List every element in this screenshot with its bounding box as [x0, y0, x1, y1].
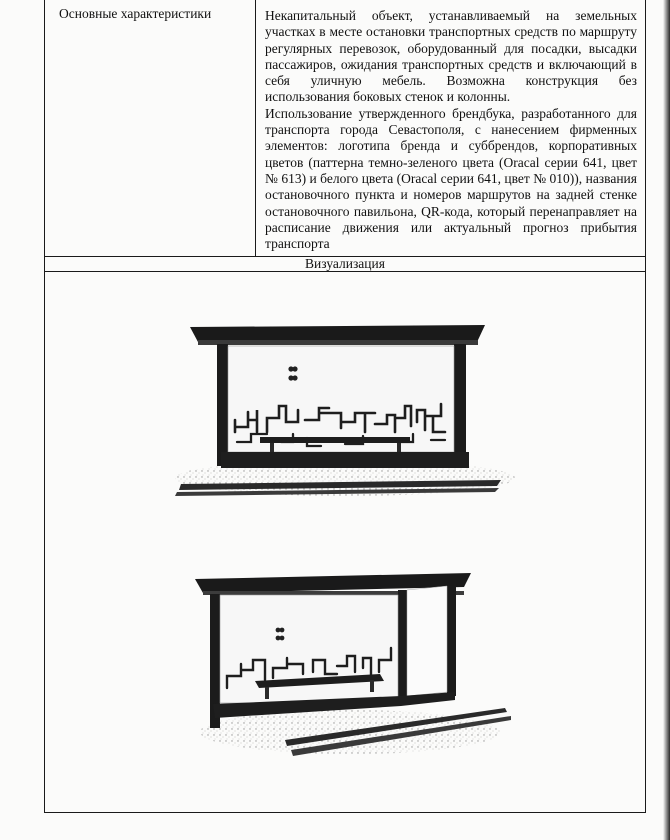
- bench-leg-right: [370, 680, 374, 692]
- characteristics-label-cell: [45, 0, 256, 257]
- rear-right-column: [398, 590, 407, 698]
- roof: [190, 325, 485, 342]
- characteristics-description-cell: [256, 0, 646, 257]
- right-column: [454, 344, 466, 468]
- visualization-image-row: [45, 272, 646, 813]
- bench-seat: [260, 437, 410, 443]
- front-right-column: [447, 586, 456, 696]
- back-glass-panel: [228, 346, 454, 452]
- pavilion-closed-render: [175, 325, 515, 496]
- characteristics-label: Основные характеристики: [59, 6, 212, 21]
- characteristics-row: [45, 0, 646, 257]
- pavilion-open-render: [195, 573, 511, 756]
- open-side: [407, 586, 447, 696]
- visualization-title: Визуализация: [305, 256, 385, 272]
- visualization-title-cell: [45, 257, 646, 272]
- visualization-title-row: [45, 257, 646, 272]
- left-column: [217, 344, 228, 466]
- roof-edge: [198, 340, 478, 345]
- specification-table: [44, 0, 646, 813]
- base-platform: [221, 452, 469, 468]
- bus-stop-renders: [45, 272, 645, 812]
- description-paragraph-1: Некапитальный объект, устанавливаемый на земельных участках в месте остановки транспортных средств по маршруту регулярных перевозок, оборудованный для посадки, высадки пассажиров, ожидания транспортных средств и включающий в себя уличную мебель. Возможна конструкция без использования боковых стенок и колонны.: [265, 8, 637, 105]
- scan-shadow-edge: [663, 0, 670, 840]
- description-paragraph-2: Использование утвержденного брендбука, разработанного для транспорта города Севастополя, с нанесением фирменных элементов: логотипа бренда и суббрендов, корпоративных цветов (паттерна темно-зеленого цвета (Oracal серии 641, цвет № 613) и белого цвета (Oracal серии 641, цвет № 010)), названия остановочного пункта и номеров маршрутов на задней стенке остановочного павильона, QR-кода, который перенаправляет на расписание движения или актуальный прогноз прибытия транспорта: [265, 105, 637, 252]
- bench-leg-left: [265, 687, 269, 699]
- visualization-image-cell: [45, 272, 646, 813]
